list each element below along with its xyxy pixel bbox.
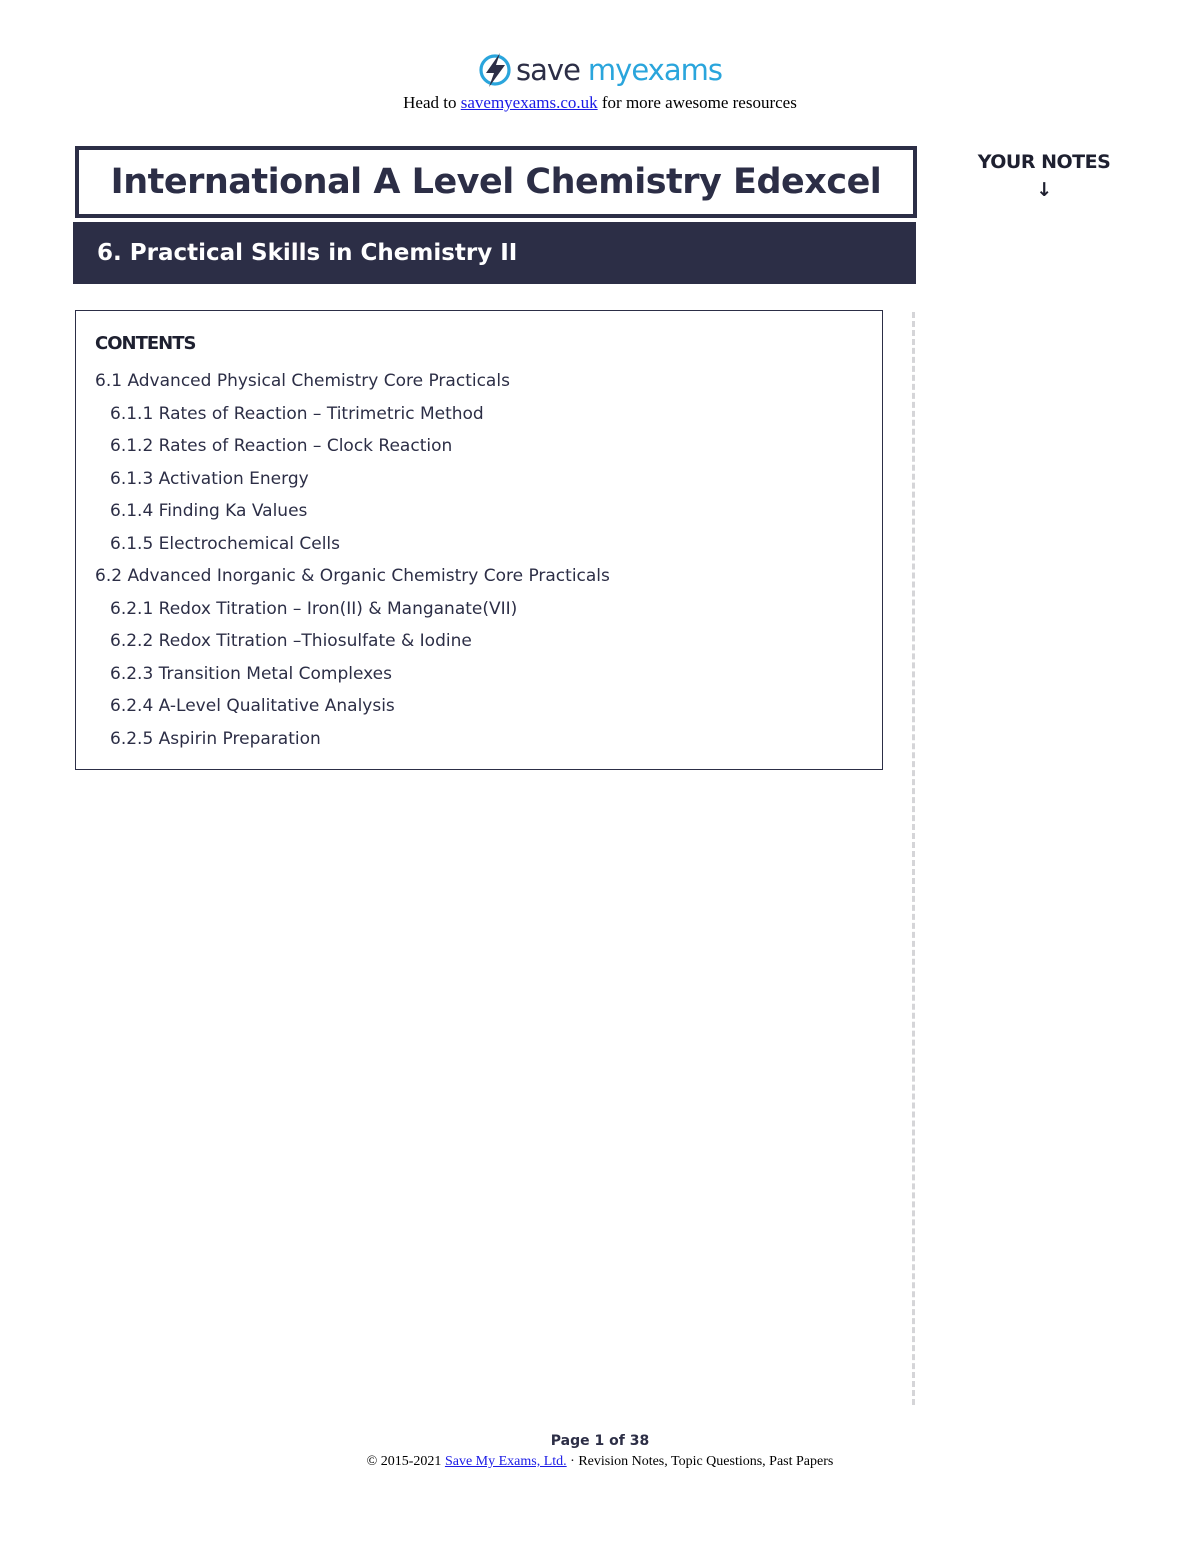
copyright-text-after: · Revision Notes, Topic Questions, Past Papers [566,1454,834,1469]
copyright-line [0,1453,1200,1471]
toc-item[interactable]: 6.1.4 Finding Ka Values [110,501,308,521]
toc-item[interactable]: 6.1 Advanced Physical Chemistry Core Practicals [95,371,510,391]
page-header [0,48,1200,113]
logo-myexams-text: myexams [587,53,722,87]
toc-item[interactable]: 6.2.5 Aspirin Preparation [110,728,321,749]
section-title: 6. Practical Skills in Chemistry II [97,240,518,266]
toc-item[interactable]: 6.1.5 Electrochemical Cells [110,533,340,554]
page-footer [0,1429,1200,1471]
notes-divider [912,312,915,1405]
savemyexams-link[interactable]: savemyexams.co.uk [460,93,598,112]
section-banner [73,222,916,284]
toc-item[interactable]: 6.2.1 Redox Titration – Iron(II) & Manganate(VII) [110,598,518,619]
header-tagline [0,93,1200,113]
tagline-text-after: for more awesome resources [597,93,797,112]
toc-item[interactable]: 6.2.2 Redox Titration –Thiosulfate & Iodine [110,631,472,651]
down-arrow-icon: ↓ [1036,179,1052,201]
copyright-text-before: © 2015-2021 [366,1454,445,1469]
save-my-exams-logo[interactable] [478,48,722,92]
your-notes-label [960,148,1128,204]
toc-item[interactable]: 6.1.3 Activation Energy [110,468,309,489]
contents-heading: CONTENTS [95,333,196,354]
document-title: International A Level Chemistry Edexcel [110,162,882,202]
toc-item[interactable]: 6.2 Advanced Inorganic & Organic Chemistry Core Practicals [95,566,610,586]
save-my-exams-ltd-link[interactable]: Save My Exams, Ltd. [444,1454,567,1469]
contents-box [75,310,883,770]
tagline-text-before: Head to [403,93,461,112]
document-title-box [75,146,917,218]
toc-item[interactable]: 6.2.4 A-Level Qualitative Analysis [110,696,395,716]
lightning-bolt-icon [478,51,512,89]
page-number: Page 1 of 38 [550,1433,650,1449]
toc-item[interactable]: 6.1.1 Rates of Reaction – Titrimetric Method [110,403,484,424]
toc-item[interactable]: 6.2.3 Transition Metal Complexes [110,663,392,684]
toc-item[interactable]: 6.1.2 Rates of Reaction – Clock Reaction [110,436,453,456]
logo-save-text: save [516,53,580,87]
your-notes-text: YOUR NOTES [977,151,1111,173]
table-of-contents [95,365,610,755]
